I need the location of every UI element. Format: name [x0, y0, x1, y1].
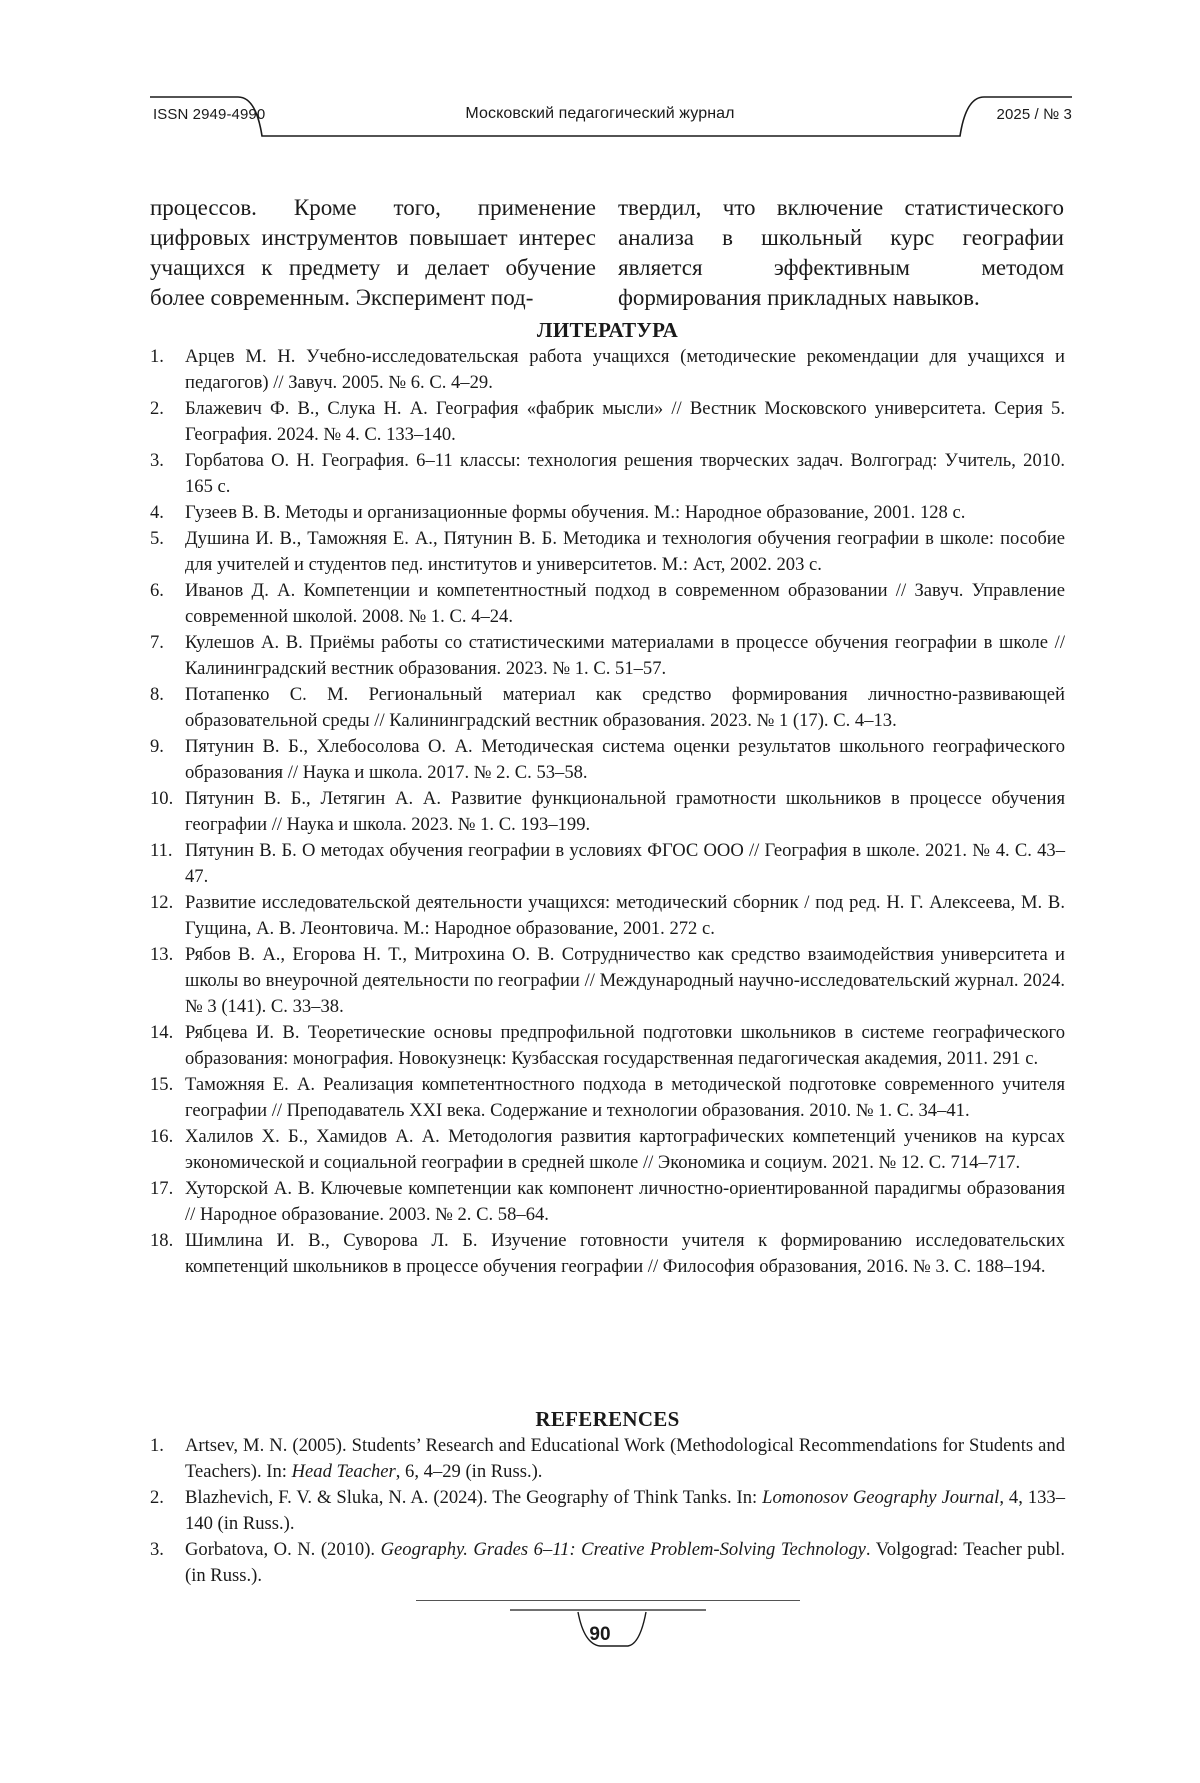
item-number: 9. — [150, 734, 164, 760]
item-text: Рябцева И. В. Теоретические основы предпрофильной подготовки школьников в системе географического образования: монография. Новокузнецк: Кузбасская государственная педагогическая академия, 2011. 291 с. — [185, 1022, 1065, 1069]
item-number: 11. — [150, 838, 173, 864]
literature-heading: ЛИТЕРАТУРА — [150, 318, 1065, 343]
item-number: 12. — [150, 890, 173, 916]
item-text: Потапенко С. М. Региональный материал как средство формирования личностно-развивающей образовательной среды // Калининградский вестник образования. 2023. № 1 (17). С. 4–13. — [185, 684, 1065, 731]
literature-item — [150, 942, 1065, 1020]
issue-label: 2025 / № 3 — [997, 106, 1072, 123]
item-number: 1. — [150, 1433, 164, 1459]
literature-item — [150, 578, 1065, 630]
literature-item — [150, 734, 1065, 786]
item-text: Blazhevich, F. V. & Sluka, N. A. (2024). The Geography of Think Tanks. In: Lomonosov Geography Journal, 4, 133–140 (in Russ.). — [185, 1487, 1065, 1534]
item-number: 16. — [150, 1124, 173, 1150]
item-number: 4. — [150, 500, 164, 526]
item-number: 3. — [150, 448, 164, 474]
literature-item — [150, 1176, 1065, 1228]
reference-item — [150, 1433, 1065, 1485]
item-text: Таможняя Е. А. Реализация компетентностного подхода в методической подготовке современного учителя географии // Преподаватель XXI века. Содержание и технологии образования. 2010. № 1. С. 34–41. — [185, 1074, 1065, 1121]
literature-list — [150, 344, 1065, 1280]
item-text: Пятунин В. Б. О методах обучения географии в условиях ФГОС ООО // География в школе. 2021. № 4. С. 43–47. — [185, 840, 1065, 887]
item-number: 6. — [150, 578, 164, 604]
item-text: Гузеев В. В. Методы и организационные формы обучения. М.: Народное образование, 2001. 128 с. — [185, 502, 965, 523]
literature-item — [150, 1124, 1065, 1176]
item-text: Хуторской А. В. Ключевые компетенции как компонент личностно-ориентированной парадигмы образования // Народное образование. 2003. № 2. С. 58–64. — [185, 1178, 1065, 1225]
item-number: 2. — [150, 1485, 164, 1511]
item-number: 7. — [150, 630, 164, 656]
item-number: 13. — [150, 942, 173, 968]
journal-title: Московский педагогический журнал — [0, 105, 1200, 123]
item-text: Душина И. В., Таможняя Е. А., Пятунин В. Б. Методика и технология обучения географии в школе: пособие для учителей и студентов пед. институтов и университетов. М.: Аст, 2002. 203 с. — [185, 528, 1065, 575]
item-text: Развитие исследовательской деятельности учащихся: методический сборник / под ред. Н. Г. Алексеева, М. В. Гущина, А. В. Леонтовича. М.: Народное образование, 2001. 272 с. — [185, 892, 1065, 939]
item-number: 1. — [150, 344, 164, 370]
item-text: Кулешов А. В. Приёмы работы со статистическими материалами в процессе обучения географии в школе // Калининградский вестник образования. 2023. № 1. С. 51–57. — [185, 632, 1065, 679]
item-number: 18. — [150, 1228, 173, 1254]
page-footer — [0, 1600, 1200, 1680]
issn-label: ISSN 2949-4990 — [153, 106, 265, 123]
reference-item — [150, 1485, 1065, 1537]
header-rule — [0, 0, 1200, 150]
item-text: Горбатова О. Н. География. 6–11 классы: технология решения творческих задач. Волгоград: Учитель, 2010. 165 с. — [185, 450, 1065, 497]
literature-item — [150, 890, 1065, 942]
literature-item — [150, 682, 1065, 734]
item-number: 8. — [150, 682, 164, 708]
literature-item — [150, 1072, 1065, 1124]
literature-item — [150, 1228, 1065, 1280]
item-number: 3. — [150, 1537, 164, 1563]
item-text: Gorbatova, O. N. (2010). Geography. Grades 6–11: Creative Problem-Solving Technology. Volgograd: Teacher publ. (in Russ.). — [185, 1539, 1065, 1586]
item-text: Artsev, M. N. (2005). Students’ Research and Educational Work (Methodological Recommendations for Students and Teachers). In: Head Teacher, 6, 4–29 (in Russ.). — [185, 1435, 1065, 1482]
references-heading: REFERENCES — [150, 1407, 1065, 1432]
item-text: Арцев М. Н. Учебно-исследовательская работа учащихся (методические рекомендации для учащихся и педагогов) // Завуч. 2005. № 6. С. 4–29. — [185, 346, 1065, 393]
item-text: Рябов В. А., Егорова Н. Т., Митрохина О. В. Сотрудничество как средство взаимодействия университета и школы во внеурочной деятельности по географии // Международный научно-исследовательский журнал. 2024. № 3 (141). С. 33–38. — [185, 944, 1065, 1017]
source-title: Geography. Grades 6–11: Creative Problem-Solving Technology — [381, 1539, 866, 1560]
source-title: Head Teacher — [292, 1461, 396, 1482]
running-header — [0, 0, 1200, 150]
item-text: Блажевич Ф. В., Слука Н. А. География «фабрик мысли» // Вестник Московского университета. Серия 5. География. 2024. № 4. С. 133–140. — [185, 398, 1065, 445]
source-title: Lomonosov Geography Journal — [762, 1487, 999, 1508]
item-text: Пятунин В. Б., Хлебосолова О. А. Методическая система оценки результатов школьного географического образования // Наука и школа. 2017. № 2. С. 53–58. — [185, 736, 1065, 783]
intro-column-right: твердил, что включение статистического анализа в школьный курс географии является эффективным методом формирования прикладных навыков. — [618, 193, 1064, 313]
literature-item — [150, 526, 1065, 578]
literature-item — [150, 500, 1065, 526]
reference-item — [150, 1537, 1065, 1589]
item-number: 5. — [150, 526, 164, 552]
literature-item — [150, 838, 1065, 890]
literature-item — [150, 344, 1065, 396]
item-number: 2. — [150, 396, 164, 422]
item-number: 15. — [150, 1072, 173, 1098]
page-number: 90 — [0, 1624, 1200, 1646]
literature-item — [150, 396, 1065, 448]
literature-item — [150, 1020, 1065, 1072]
item-number: 17. — [150, 1176, 173, 1202]
item-text: Халилов Х. Б., Хамидов А. А. Методология развития картографических компетенций учеников на курсах экономической и социальной географии в средней школе // Экономика и социум. 2021. № 12. С. 714–717. — [185, 1126, 1065, 1173]
item-number: 10. — [150, 786, 173, 812]
item-text: Иванов Д. А. Компетенции и компетентностный подход в современном образовании // Завуч. Управление современной школой. 2008. № 1. С. 4–24. — [185, 580, 1065, 627]
item-number: 14. — [150, 1020, 173, 1046]
literature-item — [150, 630, 1065, 682]
item-text: Шимлина И. В., Суворова Л. Б. Изучение готовности учителя к формированию исследовательских компетенций школьников в процессе обучения географии // Философия образования, 2016. № 3. С. 188–194. — [185, 1230, 1065, 1277]
literature-item — [150, 448, 1065, 500]
references-list — [150, 1433, 1065, 1589]
item-text: Пятунин В. Б., Летягин А. А. Развитие функциональной грамотности школьников в процессе обучения географии // Наука и школа. 2023. № 1. С. 193–199. — [185, 788, 1065, 835]
intro-column-left: процессов. Кроме того, применение цифровых инструментов повышает интерес учащихся к предмету и делает обучение более современным. Эксперимент под- — [150, 193, 596, 313]
literature-item — [150, 786, 1065, 838]
